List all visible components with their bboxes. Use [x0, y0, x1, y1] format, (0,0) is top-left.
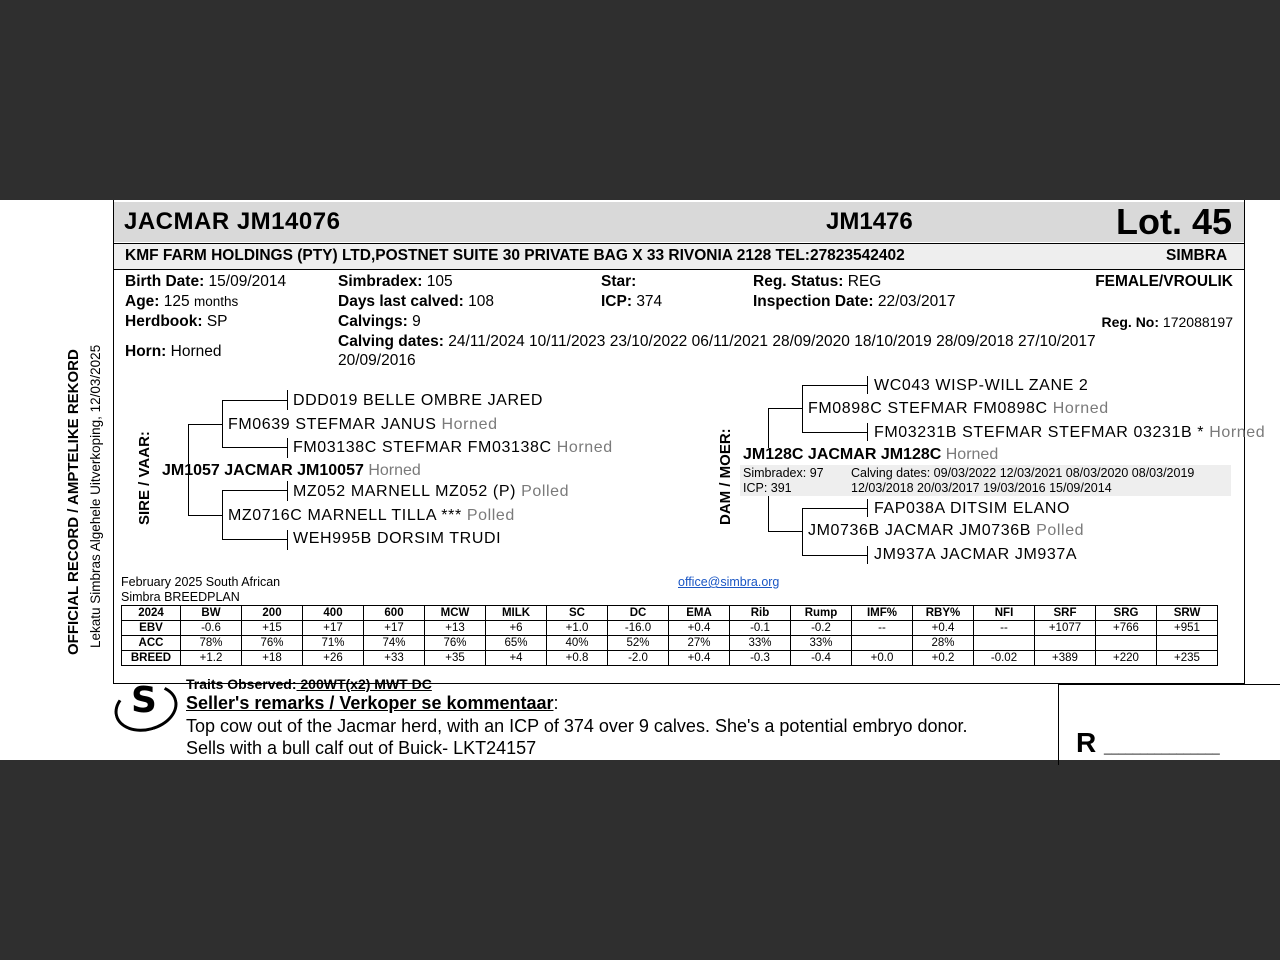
ebv-cell: +220 [1096, 651, 1157, 666]
sire-sire-dam: FM03138C STEFMAR FM03138C Horned [293, 439, 613, 456]
sire-line [188, 424, 223, 425]
ebv-cell: +17 [303, 621, 364, 636]
ebv-cell: +1.0 [547, 621, 608, 636]
sire-line [222, 539, 288, 540]
dam-line [867, 376, 868, 394]
ebv-header-cell: 2024 [122, 606, 181, 621]
ebv-cell: +33 [364, 651, 425, 666]
dam-simbradex: Simbradex: 97 [743, 466, 824, 480]
dam-name: JM128C JACMAR JM128C Horned [743, 446, 999, 463]
owner-info: KMF FARM HOLDINGS (PTY) LTD,POSTNET SUITE 30 PRIVATE BAG X 33 RIVONIA 2128 TEL:27823542402 [125, 247, 905, 264]
price-input[interactable]: ________________ [1104, 740, 1220, 755]
ebv-header-cell: SRG [1096, 606, 1157, 621]
ebv-header-cell: RBY% [913, 606, 974, 621]
ebv-cell: +26 [303, 651, 364, 666]
ebv-header-cell: EMA [669, 606, 730, 621]
ebv-cell: 74% [364, 636, 425, 651]
age: Age: 125 months [125, 293, 239, 310]
ebv-cell: 71% [303, 636, 364, 651]
ebv-cell: 52% [608, 636, 669, 651]
reg-no: Reg. No: 172088197 [1101, 314, 1233, 330]
remarks-heading: Seller's remarks / Verkoper se kommentaar: [186, 693, 559, 713]
sire-line [188, 515, 223, 516]
sire-line [222, 400, 223, 448]
sire-line [222, 490, 223, 540]
ebv-cell: +13 [425, 621, 486, 636]
sire-sire-sire: DDD019 BELLE OMBRE JARED [293, 392, 544, 409]
dam-line [802, 555, 868, 556]
ebv-cell: +18 [242, 651, 303, 666]
email-link[interactable]: office@simbra.org [678, 575, 780, 589]
ebv-cell: -0.6 [181, 621, 242, 636]
calvings: Calvings: 9 [338, 313, 421, 330]
ebv-header-cell: Rib [730, 606, 791, 621]
ebv-table [121, 605, 1218, 666]
ebv-header-cell: Rump [791, 606, 852, 621]
ebv-header-cell: NFI [974, 606, 1035, 621]
dam-line [768, 531, 803, 532]
ebv-cell: +0.4 [669, 651, 730, 666]
ebv-header-cell: 600 [364, 606, 425, 621]
remarks-line-2: Sells with a bull calf out of Buick- LKT24157 [186, 738, 537, 758]
dam-line [867, 423, 868, 441]
ebv-cell: -0.2 [791, 621, 852, 636]
dam-line [768, 408, 803, 409]
ebv-header-cell: SRW [1157, 606, 1218, 621]
ebv-cell: -0.3 [730, 651, 791, 666]
reg-status: Reg. Status: REG [753, 273, 882, 290]
traits-observed: Traits Observed: 200WT(x2) MWT DC [186, 676, 432, 692]
sex: FEMALE/VROULIK [1095, 273, 1233, 290]
official-record-caption: OFFICIAL RECORD / AMPTELIKE REKORD [65, 349, 82, 655]
ebv-cell: +4 [486, 651, 547, 666]
dam-calving-dates-cont: 12/03/2018 20/03/2017 19/03/2016 15/09/2014 [851, 481, 1112, 495]
remarks-line-1: Top cow out of the Jacmar herd, with an ICP of 374 over 9 calves. She's a potential embryo donor. [186, 716, 968, 736]
sire-line [287, 481, 288, 501]
dam-label: DAM / MOER: [717, 428, 734, 525]
dam-sire: FM0898C STEFMAR FM0898C Horned [808, 400, 1109, 417]
dam-line [768, 408, 769, 448]
ebv-cell: -- [852, 621, 913, 636]
ebv-cell: 65% [486, 636, 547, 651]
ebv-header-cell: IMF% [852, 606, 913, 621]
dam-calving-dates: Calving dates: 09/03/2022 12/03/2021 08/03/2020 08/03/2019 [851, 466, 1195, 480]
ebv-header-cell: 200 [242, 606, 303, 621]
breed-name: SIMBRA [1166, 247, 1228, 264]
ebv-cell: +0.0 [852, 651, 913, 666]
ebv-cell: 76% [425, 636, 486, 651]
dam-dam: JM0736B JACMAR JM0736B Polled [808, 522, 1085, 539]
dam-line [802, 385, 868, 386]
sale-caption: Lekatu Simbras Algehele Uitverkoping, 12/03/2025 [88, 344, 103, 648]
ebv-cell: +35 [425, 651, 486, 666]
price-label: R [1076, 727, 1097, 758]
dam-icp: ICP: 391 [743, 481, 792, 495]
ebv-cell: +15 [242, 621, 303, 636]
sire-dam: MZ0716C MARNELL TILLA *** Polled [228, 507, 515, 524]
sire-line [287, 530, 288, 550]
ebv-cell: -0.1 [730, 621, 791, 636]
icp: ICP: 374 [601, 293, 663, 310]
ebv-header-cell: 400 [303, 606, 364, 621]
inspection-date: Inspection Date: 22/03/2017 [753, 293, 956, 310]
sire-dam-dam: WEH995B DORSIM TRUDI [293, 530, 502, 547]
ebv-cell [1035, 636, 1096, 651]
birth-date: Birth Date: 15/09/2014 [125, 273, 287, 290]
ebv-cell: +0.8 [547, 651, 608, 666]
sire-line [222, 400, 288, 401]
ebv-row-label: ACC [122, 636, 181, 651]
ebv-header-cell: DC [608, 606, 669, 621]
days-last-calved: Days last calved: 108 [338, 293, 494, 310]
sire-name: JM1057 JACMAR JM10057 Horned [162, 462, 421, 479]
ebv-cell: +951 [1157, 621, 1218, 636]
ebv-cell: 33% [730, 636, 791, 651]
ebv-cell: +389 [1035, 651, 1096, 666]
animal-name: JACMAR JM14076 [124, 208, 341, 235]
ebv-cell: +0.2 [913, 651, 974, 666]
ebv-header-cell: MILK [486, 606, 547, 621]
lot-number: Lot. 45 [1116, 201, 1233, 242]
ebv-cell: -- [974, 621, 1035, 636]
sire-line [287, 390, 288, 410]
dam-line [802, 385, 803, 433]
ebv-header-cell: BW [181, 606, 242, 621]
ebv-cell: -16.0 [608, 621, 669, 636]
ebv-cell: 40% [547, 636, 608, 651]
ebv-row [122, 651, 1218, 666]
ebv-cell: 27% [669, 636, 730, 651]
dam-line [867, 546, 868, 564]
ebv-row-label: BREED [122, 651, 181, 666]
ebv-cell: 78% [181, 636, 242, 651]
herdbook: Herdbook: SP [125, 313, 228, 330]
ebv-cell: -0.4 [791, 651, 852, 666]
dam-line [802, 508, 803, 556]
horn-status: Horn: Horned [125, 343, 222, 360]
ebv-cell: -0.02 [974, 651, 1035, 666]
sire-sire: FM0639 STEFMAR JANUS Horned [228, 416, 498, 433]
ebv-row [122, 636, 1218, 651]
dam-line [802, 432, 868, 433]
sire-dam-sire: MZ052 MARNELL MZ052 (P) Polled [293, 483, 570, 500]
sire-line [287, 438, 288, 458]
calving-dates-cont: 20/09/2016 [338, 352, 416, 369]
dam-line [867, 499, 868, 517]
ebv-row [122, 621, 1218, 636]
ebv-cell [1096, 636, 1157, 651]
animal-id: JM1476 [826, 208, 913, 235]
ebv-cell: +235 [1157, 651, 1218, 666]
ebv-cell [974, 636, 1035, 651]
sire-label: SIRE / VAAR: [136, 431, 153, 525]
simbra-logo-icon: S [131, 680, 157, 721]
sire-line [222, 490, 288, 491]
breedplan-caption-2: Simbra BREEDPLAN [121, 590, 240, 604]
ebv-header-cell: MCW [425, 606, 486, 621]
ebv-cell: +6 [486, 621, 547, 636]
dam-line [802, 508, 868, 509]
dam-sire-dam: FM03231B STEFMAR STEFMAR 03231B * Horned [874, 424, 1266, 441]
dam-dam-dam: JM937A JACMAR JM937A [874, 546, 1078, 563]
ebv-row-label: EBV [122, 621, 181, 636]
calving-dates: Calving dates: 24/11/2024 10/11/2023 23/10/2022 06/11/2021 28/09/2020 18/10/2019 28/09/2018 27/10/2017 [338, 333, 1096, 350]
ebv-header-cell: SC [547, 606, 608, 621]
ebv-cell: 28% [913, 636, 974, 651]
sire-line [222, 447, 288, 448]
ebv-cell [1157, 636, 1218, 651]
star-label: Star: [601, 273, 637, 290]
ebv-cell: +0.4 [669, 621, 730, 636]
ebv-cell: +1077 [1035, 621, 1096, 636]
dam-sire-sire: WC043 WISP-WILL ZANE 2 [874, 377, 1089, 394]
ebv-cell [852, 636, 913, 651]
ebv-header-row [122, 606, 1218, 621]
dam-line [768, 496, 769, 532]
ebv-header-cell: SRF [1035, 606, 1096, 621]
simbradex: Simbradex: 105 [338, 273, 453, 290]
ebv-cell: +1.2 [181, 651, 242, 666]
ebv-cell: -2.0 [608, 651, 669, 666]
ebv-cell: +0.4 [913, 621, 974, 636]
breedplan-caption: February 2025 South African [121, 575, 281, 589]
dam-dam-sire: FAP038A DITSIM ELANO [874, 500, 1071, 517]
ebv-cell: 33% [791, 636, 852, 651]
ebv-cell: +766 [1096, 621, 1157, 636]
ebv-cell: 76% [242, 636, 303, 651]
ebv-cell: +17 [364, 621, 425, 636]
